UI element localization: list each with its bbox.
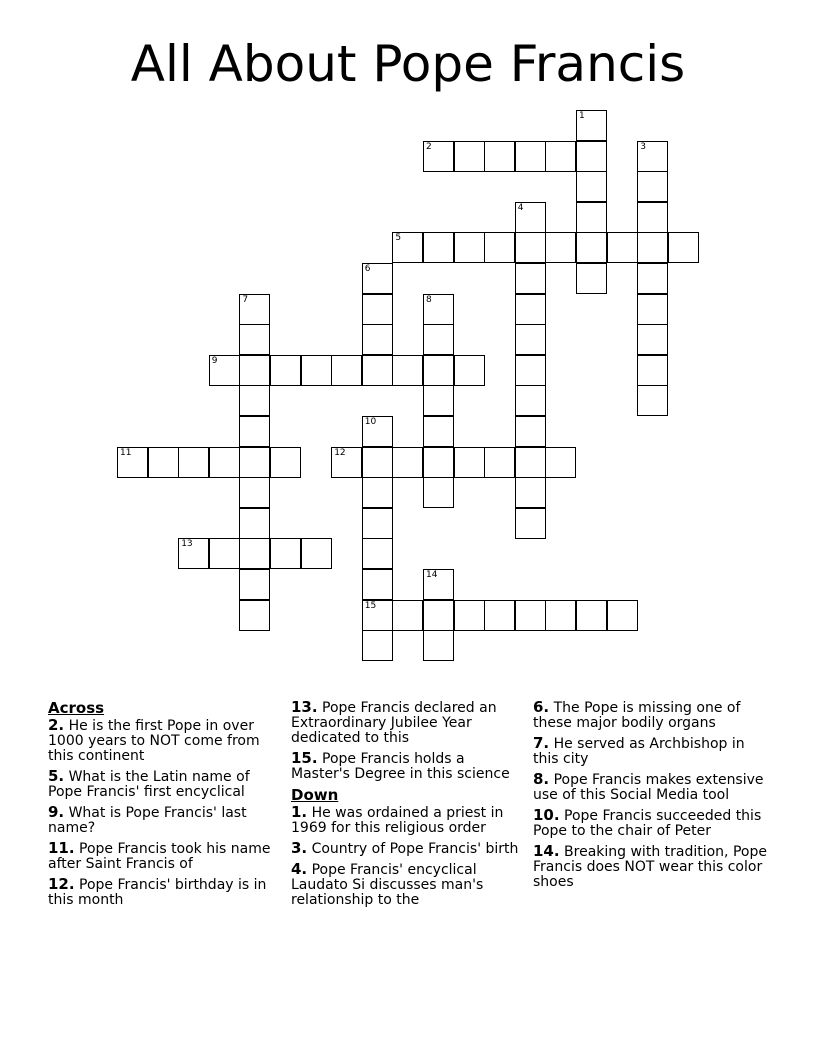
cell-number: 9 [211, 355, 218, 366]
cell-number: 4 [517, 202, 524, 213]
grid-cell[interactable] [270, 447, 301, 478]
grid-cell[interactable] [362, 508, 393, 539]
grid-cell[interactable] [607, 600, 638, 631]
cell-number: 1 [579, 111, 585, 121]
grid-cell[interactable] [607, 232, 638, 263]
grid-cell[interactable] [362, 324, 393, 355]
grid-cell[interactable] [331, 447, 362, 478]
grid-cell[interactable] [239, 508, 270, 539]
grid-cell[interactable] [515, 232, 546, 263]
cell-number: 14 [426, 570, 438, 580]
grid-cell[interactable] [545, 232, 576, 263]
clue-down-6: 6. The Pope is missing one of these major bodily organs [533, 698, 741, 731]
grid-cell[interactable] [117, 447, 148, 478]
grid-cell[interactable] [515, 263, 546, 294]
grid-cell[interactable] [515, 202, 546, 233]
grid-cell[interactable] [515, 508, 546, 539]
grid-cell[interactable] [637, 202, 668, 233]
grid-cell[interactable] [392, 447, 423, 478]
grid-cell[interactable] [576, 232, 607, 263]
grid-cell[interactable] [576, 171, 607, 202]
grid-cell[interactable] [239, 569, 270, 600]
clue-down-10: 10. Pope Francis succeeded this Pope to the chair of Peter [533, 806, 762, 839]
grid-cell[interactable] [209, 538, 240, 569]
grid-cell[interactable] [362, 600, 393, 631]
grid-cell[interactable] [637, 294, 668, 325]
grid-cell[interactable] [362, 630, 393, 661]
grid-cell[interactable] [515, 385, 546, 416]
grid-cell[interactable] [392, 600, 423, 631]
grid-cell[interactable] [576, 263, 607, 294]
grid-cell[interactable] [576, 202, 607, 233]
grid-cell[interactable] [515, 324, 546, 355]
cell-number: 11 [120, 447, 132, 458]
puzzle-title: All About Pope Francis [130, 35, 686, 93]
grid-cell[interactable] [362, 355, 393, 386]
clue-down-1: 1. He was ordained a priest in 1969 for this religious order [291, 803, 504, 836]
grid-cell[interactable] [423, 630, 454, 661]
grid-cell[interactable] [239, 447, 270, 478]
grid-cell[interactable] [239, 416, 270, 447]
grid-cell[interactable] [545, 600, 576, 631]
grid-cell[interactable] [301, 355, 332, 386]
grid-cell[interactable] [637, 324, 668, 355]
grid-cell[interactable] [362, 447, 393, 478]
cell-number: 5 [395, 233, 402, 244]
grid-cell[interactable] [637, 232, 668, 263]
clue-across-9: 9. What is Pope Francis' last name? [48, 803, 247, 836]
cell-number: 15 [364, 600, 377, 611]
clue-down-8: 8. Pope Francis makes extensive use of this Social Media tool [533, 770, 764, 803]
grid-cell[interactable] [270, 355, 301, 386]
grid-cell[interactable] [576, 110, 607, 141]
clue-down-4: 4. Pope Francis' encyclical Laudato Si discusses man's relationship to the [291, 860, 484, 908]
grid-cell[interactable] [423, 600, 454, 631]
grid-cell[interactable] [515, 477, 546, 508]
cell-number: 6 [364, 264, 371, 274]
grid-cell[interactable] [515, 600, 546, 631]
across-heading: Across [48, 699, 105, 717]
grid-cell[interactable] [301, 538, 332, 569]
grid-cell[interactable] [239, 294, 270, 325]
grid-cell[interactable] [515, 416, 546, 447]
grid-cell[interactable] [239, 477, 270, 508]
cell-number: 10 [364, 417, 377, 427]
cell-number: 12 [334, 447, 346, 458]
grid-cell[interactable] [392, 232, 423, 263]
clue-across-2: 2. He is the first Pope in over 1000 years to NOT come from this continent [48, 716, 260, 764]
grid-cell[interactable] [484, 141, 515, 172]
clue-down-7: 7. He served as Archbishop in this city [533, 734, 745, 767]
grid-cell[interactable] [454, 232, 485, 263]
grid-cell[interactable] [423, 416, 454, 447]
grid-cell[interactable] [423, 355, 454, 386]
grid-cell[interactable] [484, 232, 515, 263]
cell-number: 8 [426, 294, 432, 305]
grid-cell[interactable] [454, 447, 485, 478]
clues-column-1 [48, 700, 284, 913]
grid-cell[interactable] [392, 355, 423, 386]
grid-cell[interactable] [668, 232, 699, 263]
grid-cell[interactable] [239, 538, 270, 569]
grid-cell[interactable] [515, 355, 546, 386]
grid-cell[interactable] [637, 263, 668, 294]
grid-cell[interactable] [484, 447, 515, 478]
grid-cell[interactable] [148, 447, 179, 478]
grid-cell[interactable] [454, 355, 485, 386]
grid-cell[interactable] [484, 600, 515, 631]
cell-number: 7 [242, 294, 249, 305]
grid-cell[interactable] [362, 538, 393, 569]
clue-down-14: 14. Breaking with tradition, Pope Francis does NOT wear this color shoes [533, 842, 767, 890]
grid-cell[interactable] [178, 538, 209, 569]
grid-cell[interactable] [423, 141, 454, 172]
grid-cell[interactable] [423, 569, 454, 600]
grid-cell[interactable] [545, 141, 576, 172]
grid-cell[interactable] [637, 141, 668, 172]
grid-cell[interactable] [423, 294, 454, 325]
grid-cell[interactable] [515, 294, 546, 325]
grid-cell[interactable] [515, 447, 546, 478]
grid-cell[interactable] [454, 141, 485, 172]
grid-cell[interactable] [362, 263, 393, 294]
cell-number: 2 [426, 141, 432, 152]
clue-across-12: 12. Pope Francis' birthday is in this month [48, 875, 267, 908]
grid-cell[interactable] [637, 355, 668, 386]
grid-cell[interactable] [423, 477, 454, 508]
clues-column-3 [533, 700, 773, 895]
grid-cell[interactable] [545, 447, 576, 478]
cell-number: 3 [640, 141, 646, 152]
grid-cell[interactable] [515, 141, 546, 172]
grid-cell[interactable] [331, 355, 362, 386]
clue-across-11: 11. Pope Francis took his name after Saint Francis of [48, 839, 271, 872]
grid-cell[interactable] [637, 171, 668, 202]
grid-cell[interactable] [178, 447, 209, 478]
clue-across-13: 13. Pope Francis declared an Extraordinary Jubilee Year dedicated to this [291, 698, 497, 746]
grid-cell[interactable] [239, 385, 270, 416]
grid-cell[interactable] [209, 447, 240, 478]
grid-cell[interactable] [576, 600, 607, 631]
grid-cell[interactable] [362, 416, 393, 447]
grid-cell[interactable] [239, 355, 270, 386]
clue-down-3: 3. Country of Pope Francis' birth [291, 839, 519, 857]
grid-cell[interactable] [423, 232, 454, 263]
grid-cell[interactable] [423, 385, 454, 416]
grid-cell[interactable] [362, 477, 393, 508]
grid-cell[interactable] [239, 324, 270, 355]
grid-cell[interactable] [423, 324, 454, 355]
clues-column-2 [291, 700, 521, 913]
grid-cell[interactable] [454, 600, 485, 631]
grid-cell[interactable] [362, 569, 393, 600]
grid-cell[interactable] [637, 385, 668, 416]
grid-cell[interactable] [423, 447, 454, 478]
grid-cell[interactable] [209, 355, 240, 386]
clue-across-5: 5. What is the Latin name of Pope Francis' first encyclical [48, 767, 250, 800]
cell-number: 13 [181, 539, 193, 550]
down-heading: Down [291, 786, 339, 804]
grid-cell[interactable] [362, 294, 393, 325]
clue-across-15: 15. Pope Francis holds a Master's Degree in this science [291, 749, 510, 782]
grid-cell[interactable] [576, 141, 607, 172]
grid-cell[interactable] [270, 538, 301, 569]
grid-cell[interactable] [239, 600, 270, 631]
